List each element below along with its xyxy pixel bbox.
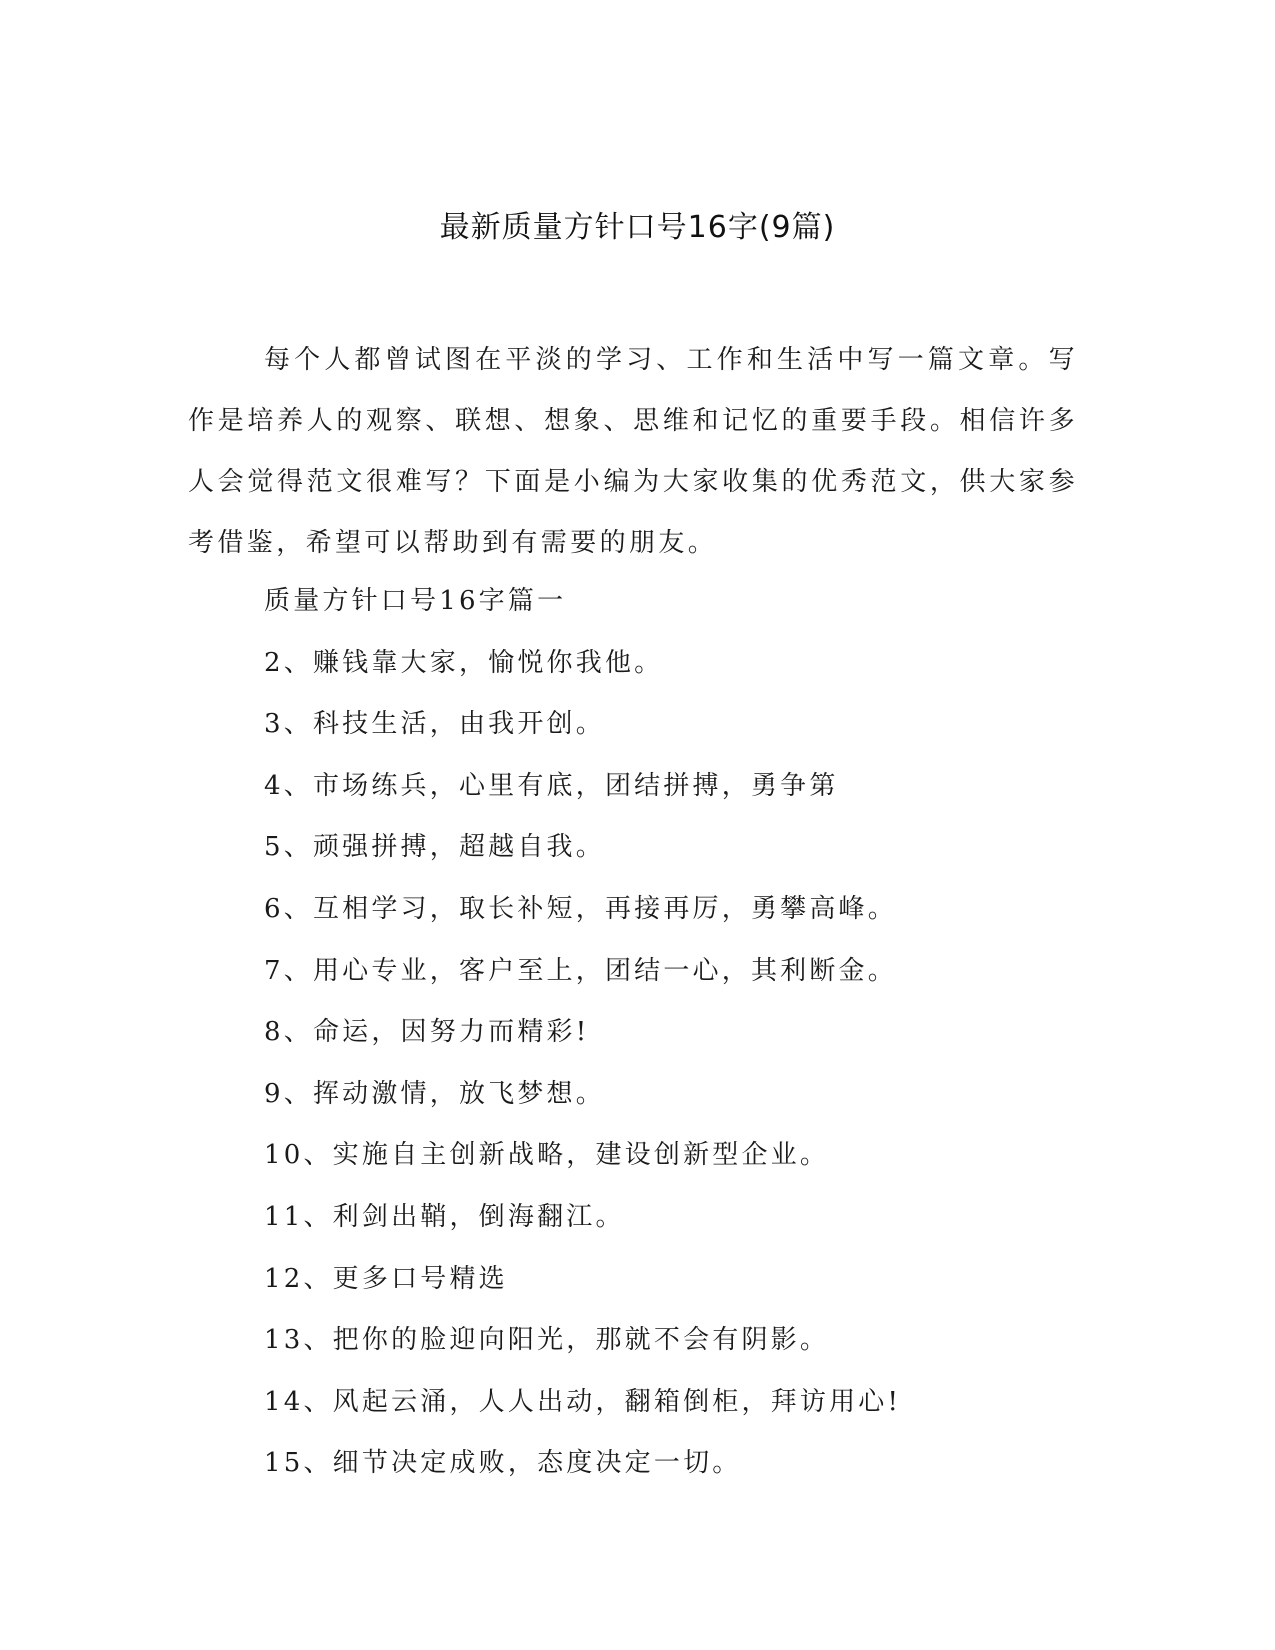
list-item: 2、赚钱靠大家，愉悦你我他。 bbox=[264, 647, 664, 678]
list-item: 13、把你的脸迎向阳光，那就不会有阴影。 bbox=[264, 1325, 830, 1356]
slogan-list bbox=[264, 571, 1084, 1495]
list-item: 15、细节决定成败，态度决定一切。 bbox=[264, 1448, 742, 1479]
list-item: 11、利剑出鞘，倒海翻江。 bbox=[264, 1201, 625, 1232]
section-heading: 质量方针口号16字篇一 bbox=[264, 586, 567, 616]
list-item: 6、互相学习，取长补短，再接再厉，勇攀高峰。 bbox=[264, 893, 897, 924]
list-item: 8、命运，因努力而精彩! bbox=[264, 1017, 590, 1048]
list-item: 4、市场练兵，心里有底，团结拼搏，勇争第 bbox=[264, 770, 839, 801]
list-item: 9、挥动激情，放飞梦想。 bbox=[264, 1078, 605, 1109]
list-item: 14、风起云涌，人人出动，翻箱倒柜，拜访用心! bbox=[264, 1386, 902, 1417]
list-item: 10、实施自主创新战略，建设创新型企业。 bbox=[264, 1140, 830, 1171]
intro-paragraph: 每个人都曾试图在平淡的学习、工作和生活中写一篇文章。写作是培养人的观察、联想、想象、思维和记忆的重要手段。相信许多人会觉得范文很难写？下面是小编为大家收集的优秀范文，供大家参考借鉴，希望可以帮助到有需要的朋友。 bbox=[188, 345, 1078, 558]
list-item: 7、用心专业，客户至上，团结一心，其利断金。 bbox=[264, 955, 897, 986]
list-item: 3、科技生活，由我开创。 bbox=[264, 709, 605, 740]
document-title: 最新质量方针口号16字(9篇) bbox=[439, 210, 836, 245]
list-item: 5、顽强拼搏，超越自我。 bbox=[264, 832, 605, 863]
list-item: 12、更多口号精选 bbox=[264, 1263, 508, 1294]
